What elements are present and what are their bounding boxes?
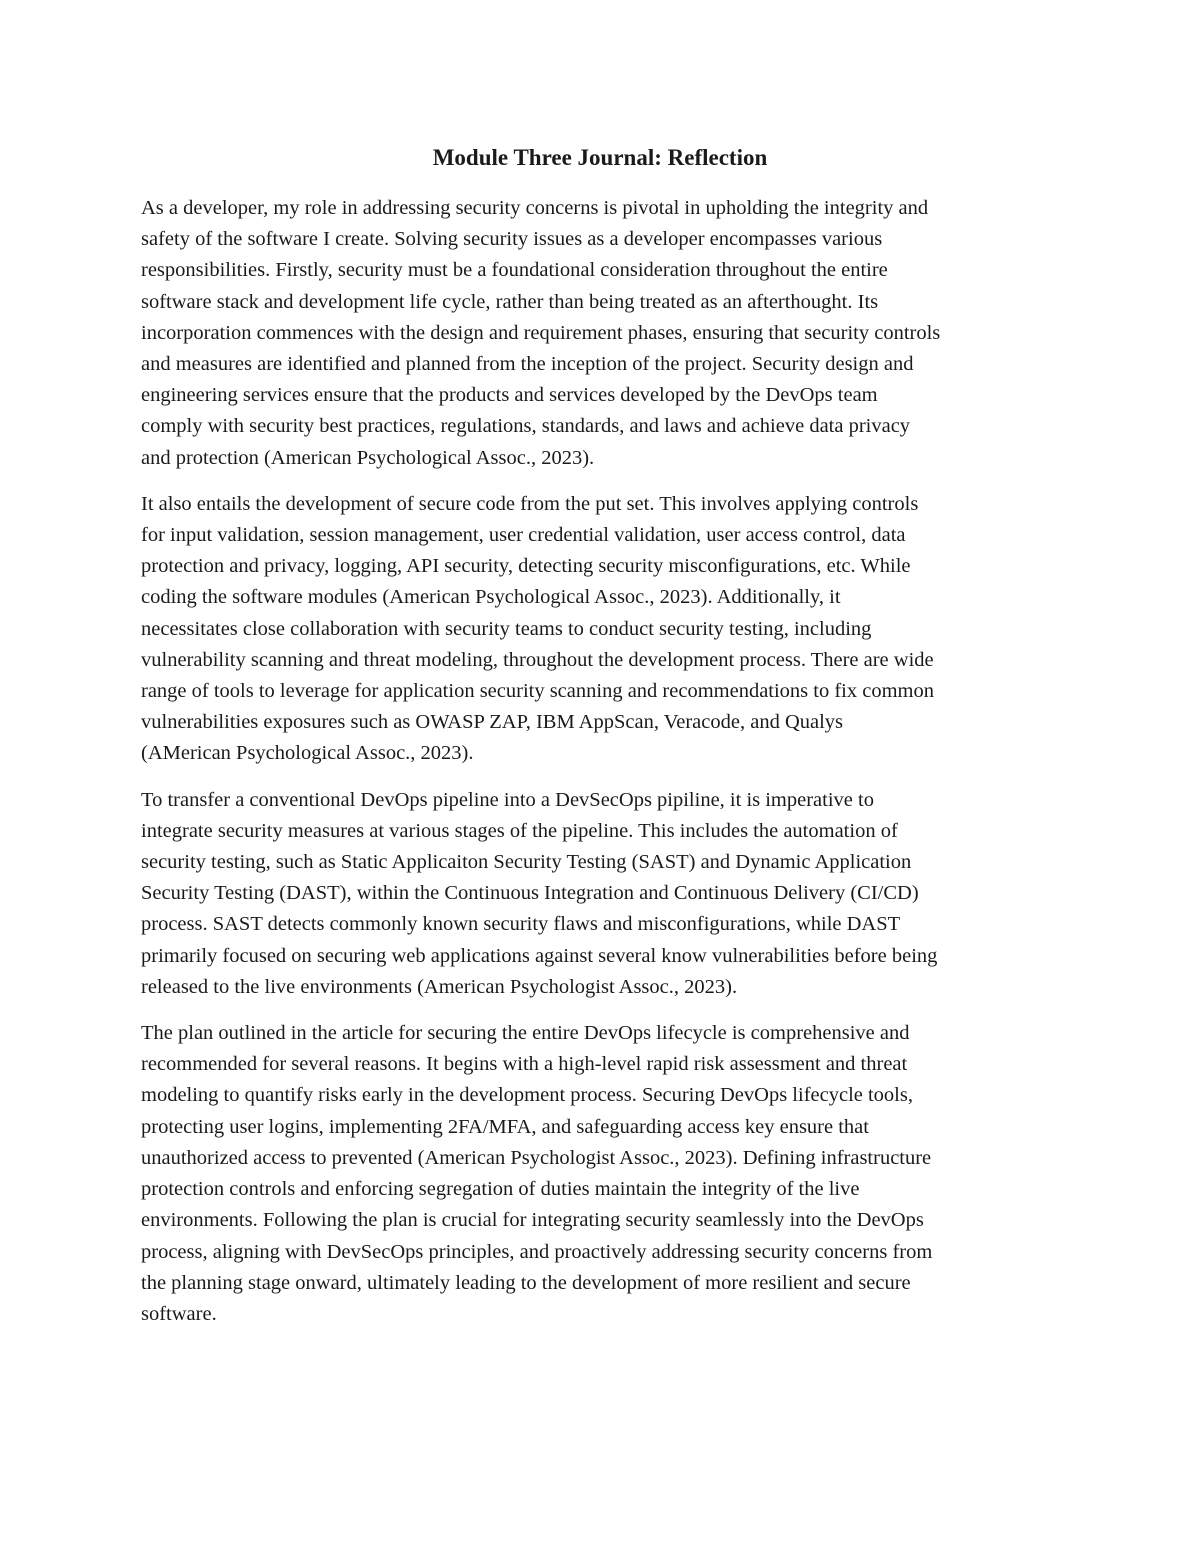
body-paragraph	[141, 193, 1066, 474]
paragraph-line: coding the software modules (American Psychological Assoc., 2023). Additionally, it	[141, 586, 841, 609]
paragraph-line: range of tools to leverage for application security scanning and recommendations to fix common	[141, 680, 934, 703]
paragraph-line: The plan outlined in the article for securing the entire DevOps lifecycle is comprehensive and	[141, 1022, 910, 1045]
body-paragraph	[141, 785, 1066, 1003]
paragraph-line: software stack and development life cycle, rather than being treated as an afterthought. Its	[141, 290, 879, 313]
paragraph-line: protecting user logins, implementing 2FA/MFA, and safeguarding access key ensure that	[141, 1115, 869, 1138]
paragraph-line: necessitates close collaboration with security teams to conduct security testing, including	[141, 617, 872, 640]
paragraph-line: primarily focused on securing web applications against several know vulnerabilities before being	[141, 944, 938, 967]
paragraph-line: process. SAST detects commonly known security flaws and misconfigurations, while DAST	[141, 913, 901, 936]
paragraph-line: software.	[141, 1302, 217, 1325]
paragraph-line: process, aligning with DevSecOps principles, and proactively addressing security concerns from	[141, 1240, 933, 1263]
paragraph-line: the planning stage onward, ultimately leading to the development of more resilient and secure	[141, 1271, 911, 1294]
paragraph-line: vulnerabilities exposures such as OWASP ZAP, IBM AppScan, Veracode, and Qualys	[141, 711, 844, 734]
paragraph-line: and measures are identified and planned from the inception of the project. Security design and	[141, 353, 914, 376]
body-paragraph	[141, 1018, 1066, 1330]
paragraph-line: environments. Following the plan is crucial for integrating security seamlessly into the DevOps	[141, 1209, 924, 1232]
document-title: Module Three Journal: Reflection	[432, 145, 768, 170]
paragraph-line: As a developer, my role in addressing security concerns is pivotal in upholding the integrity and	[141, 197, 929, 219]
paragraph-line: incorporation commences with the design and requirement phases, ensuring that security controls	[141, 321, 941, 344]
document-body	[141, 193, 1066, 1345]
paragraph-line: released to the live environments (American Psychologist Assoc., 2023).	[141, 975, 738, 998]
paragraph-line: modeling to quantify risks early in the development process. Securing DevOps lifecycle tools,	[141, 1084, 913, 1107]
paragraph-line: safety of the software I create. Solving security issues as a developer encompasses various	[141, 228, 883, 251]
paragraph-line: (AMerican Psychological Assoc., 2023).	[141, 742, 474, 765]
paragraph-line: Security Testing (DAST), within the Continuous Integration and Continuous Delivery (CI/CD)	[141, 882, 919, 905]
paragraph-line: It also entails the development of secure code from the put set. This involves applying controls	[141, 492, 919, 515]
paragraph-line: recommended for several reasons. It begins with a high-level rapid risk assessment and threat	[141, 1053, 908, 1076]
paragraph-line: unauthorized access to prevented (American Psychologist Assoc., 2023). Defining infrastructure	[141, 1146, 932, 1169]
paragraph-line: protection and privacy, logging, API security, detecting security misconfigurations, etc. While	[141, 555, 911, 578]
paragraph-line: integrate security measures at various stages of the pipeline. This includes the automation of	[141, 819, 898, 842]
paragraph-line: To transfer a conventional DevOps pipeline into a DevSecOps pipiline, it is imperative to	[141, 788, 874, 811]
paragraph-line: and protection (American Psychological Assoc., 2023).	[141, 446, 595, 469]
paragraph-line: security testing, such as Static Applicaiton Security Testing (SAST) and Dynamic Application	[141, 851, 912, 874]
paragraph-line: responsibilities. Firstly, security must be a foundational consideration throughout the entire	[141, 259, 888, 282]
paragraph-line: for input validation, session management, user credential validation, user access control, data	[141, 524, 906, 547]
paragraph-line: vulnerability scanning and threat modeling, throughout the development process. There are wide	[141, 648, 934, 671]
paragraph-line: protection controls and enforcing segregation of duties maintain the integrity of the live	[141, 1178, 860, 1201]
paragraph-line: engineering services ensure that the products and services developed by the DevOps team	[141, 384, 878, 407]
body-paragraph	[141, 489, 1066, 770]
paragraph-line: comply with security best practices, regulations, standards, and laws and achieve data privacy	[141, 415, 911, 438]
